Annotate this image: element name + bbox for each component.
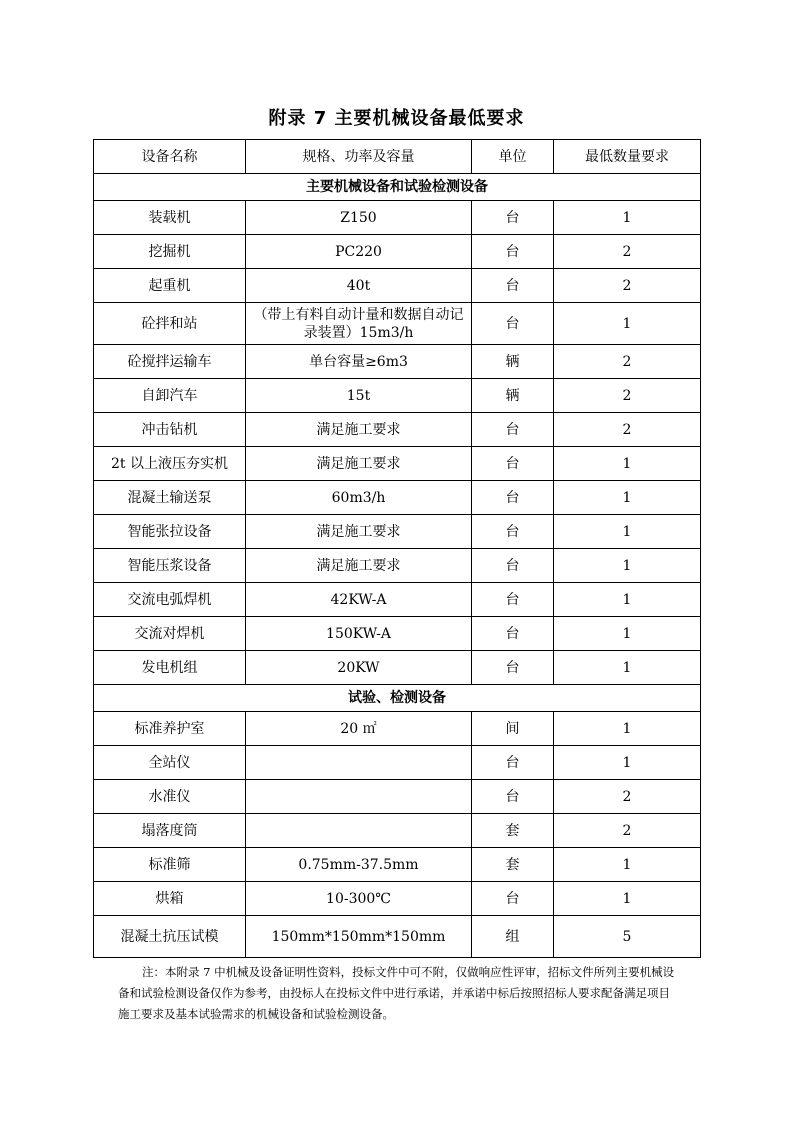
cell-equipment-name: 全站仪	[94, 746, 246, 780]
table-row	[94, 345, 701, 379]
cell-spec: 满足施工要求	[246, 447, 472, 481]
cell-unit: 间	[472, 712, 554, 746]
cell-quantity: 1	[554, 882, 701, 916]
cell-unit: 台	[472, 651, 554, 685]
cell-spec: 满足施工要求	[246, 413, 472, 447]
cell-spec: 满足施工要求	[246, 515, 472, 549]
cell-spec: PC220	[246, 235, 472, 269]
cell-equipment-name: 冲击钻机	[94, 413, 246, 447]
cell-spec: 0.75mm-37.5mm	[246, 848, 472, 882]
cell-quantity: 1	[554, 617, 701, 651]
cell-unit: 辆	[472, 379, 554, 413]
cell-unit: 台	[472, 447, 554, 481]
cell-unit: 台	[472, 515, 554, 549]
table-row	[94, 413, 701, 447]
cell-spec: 10-300℃	[246, 882, 472, 916]
cell-equipment-name: 2t 以上液压夯实机	[94, 447, 246, 481]
cell-quantity: 2	[554, 235, 701, 269]
cell-spec: （带上有料自动计量和数据自动记录装置）15m3/h	[246, 303, 472, 345]
table-row	[94, 379, 701, 413]
table-row	[94, 712, 701, 746]
cell-unit: 台	[472, 201, 554, 235]
table-body	[94, 174, 701, 958]
cell-unit: 台	[472, 549, 554, 583]
cell-quantity: 2	[554, 269, 701, 303]
cell-unit: 台	[472, 617, 554, 651]
cell-equipment-name: 烘箱	[94, 882, 246, 916]
cell-unit: 套	[472, 814, 554, 848]
header-unit: 单位	[472, 140, 554, 174]
cell-equipment-name: 起重机	[94, 269, 246, 303]
cell-spec: 150mm*150mm*150mm	[246, 916, 472, 958]
cell-equipment-name: 混凝土抗压试模	[94, 916, 246, 958]
table-row	[94, 617, 701, 651]
cell-quantity: 5	[554, 916, 701, 958]
table-row	[94, 515, 701, 549]
cell-quantity: 2	[554, 814, 701, 848]
cell-equipment-name: 自卸汽车	[94, 379, 246, 413]
cell-equipment-name: 标准筛	[94, 848, 246, 882]
cell-unit: 组	[472, 916, 554, 958]
cell-equipment-name: 砼拌和站	[94, 303, 246, 345]
table-row	[94, 780, 701, 814]
cell-equipment-name: 智能张拉设备	[94, 515, 246, 549]
section-heading: 主要机械设备和试验检测设备	[94, 174, 701, 201]
cell-unit: 台	[472, 481, 554, 515]
cell-equipment-name: 混凝土输送泵	[94, 481, 246, 515]
cell-spec: 40t	[246, 269, 472, 303]
cell-spec	[246, 746, 472, 780]
cell-quantity: 1	[554, 583, 701, 617]
cell-quantity: 1	[554, 848, 701, 882]
table-row	[94, 201, 701, 235]
table-row	[94, 651, 701, 685]
table-row	[94, 583, 701, 617]
table-row	[94, 549, 701, 583]
table-row	[94, 814, 701, 848]
header-qty: 最低数量要求	[554, 140, 701, 174]
cell-quantity: 2	[554, 379, 701, 413]
cell-quantity: 1	[554, 515, 701, 549]
cell-unit: 套	[472, 848, 554, 882]
cell-spec	[246, 780, 472, 814]
cell-unit: 台	[472, 269, 554, 303]
cell-quantity: 2	[554, 413, 701, 447]
footnote: 注：本附录 7 中机械及设备证明性资料，投标文件中可不附，仅做响应性评审，招标文件所列主要机械设备和试验检测设备仅作为参考，由投标人在投标文件中进行承诺，并承诺中标后按照招标人要求配备满足项目施工要求及基本试验需求的机械设备和试验检测设备。	[118, 965, 675, 1021]
table-row	[94, 746, 701, 780]
cell-equipment-name: 发电机组	[94, 651, 246, 685]
cell-equipment-name: 挖掘机	[94, 235, 246, 269]
table-row	[94, 848, 701, 882]
cell-spec: 20KW	[246, 651, 472, 685]
cell-unit: 台	[472, 413, 554, 447]
cell-unit: 辆	[472, 345, 554, 379]
header-name: 设备名称	[94, 140, 246, 174]
cell-quantity: 2	[554, 345, 701, 379]
cell-quantity: 1	[554, 303, 701, 345]
cell-equipment-name: 交流电弧焊机	[94, 583, 246, 617]
cell-spec: 15t	[246, 379, 472, 413]
section-row	[94, 685, 701, 712]
section-row	[94, 174, 701, 201]
cell-unit: 台	[472, 303, 554, 345]
table-row	[94, 916, 701, 958]
table-row	[94, 303, 701, 345]
table-row	[94, 269, 701, 303]
page-title: 附录 7 主要机械设备最低要求	[268, 108, 525, 129]
cell-equipment-name: 交流对焊机	[94, 617, 246, 651]
cell-equipment-name: 水准仪	[94, 780, 246, 814]
cell-unit: 台	[472, 583, 554, 617]
cell-unit: 台	[472, 235, 554, 269]
cell-quantity: 2	[554, 780, 701, 814]
cell-quantity: 1	[554, 481, 701, 515]
cell-equipment-name: 塌落度筒	[94, 814, 246, 848]
cell-spec	[246, 814, 472, 848]
cell-spec: 60m3/h	[246, 481, 472, 515]
equipment-table	[93, 139, 701, 958]
cell-equipment-name: 智能压浆设备	[94, 549, 246, 583]
cell-spec: 42KW-A	[246, 583, 472, 617]
cell-quantity: 1	[554, 651, 701, 685]
cell-unit: 台	[472, 780, 554, 814]
cell-spec: 单台容量≥6m3	[246, 345, 472, 379]
cell-spec: 满足施工要求	[246, 549, 472, 583]
cell-equipment-name: 装载机	[94, 201, 246, 235]
cell-unit: 台	[472, 882, 554, 916]
table-row	[94, 481, 701, 515]
cell-spec: Z150	[246, 201, 472, 235]
cell-unit: 台	[472, 746, 554, 780]
table-row	[94, 447, 701, 481]
cell-quantity: 1	[554, 201, 701, 235]
header-spec: 规格、功率及容量	[246, 140, 472, 174]
cell-quantity: 1	[554, 447, 701, 481]
table-header-row	[94, 140, 701, 174]
cell-equipment-name: 砼搅拌运输车	[94, 345, 246, 379]
section-heading: 试验、检测设备	[94, 685, 701, 712]
table-row	[94, 235, 701, 269]
cell-quantity: 1	[554, 712, 701, 746]
cell-quantity: 1	[554, 746, 701, 780]
table-row	[94, 882, 701, 916]
cell-equipment-name: 标准养护室	[94, 712, 246, 746]
cell-spec: 20 ㎡	[246, 712, 472, 746]
cell-spec: 150KW-A	[246, 617, 472, 651]
cell-quantity: 1	[554, 549, 701, 583]
